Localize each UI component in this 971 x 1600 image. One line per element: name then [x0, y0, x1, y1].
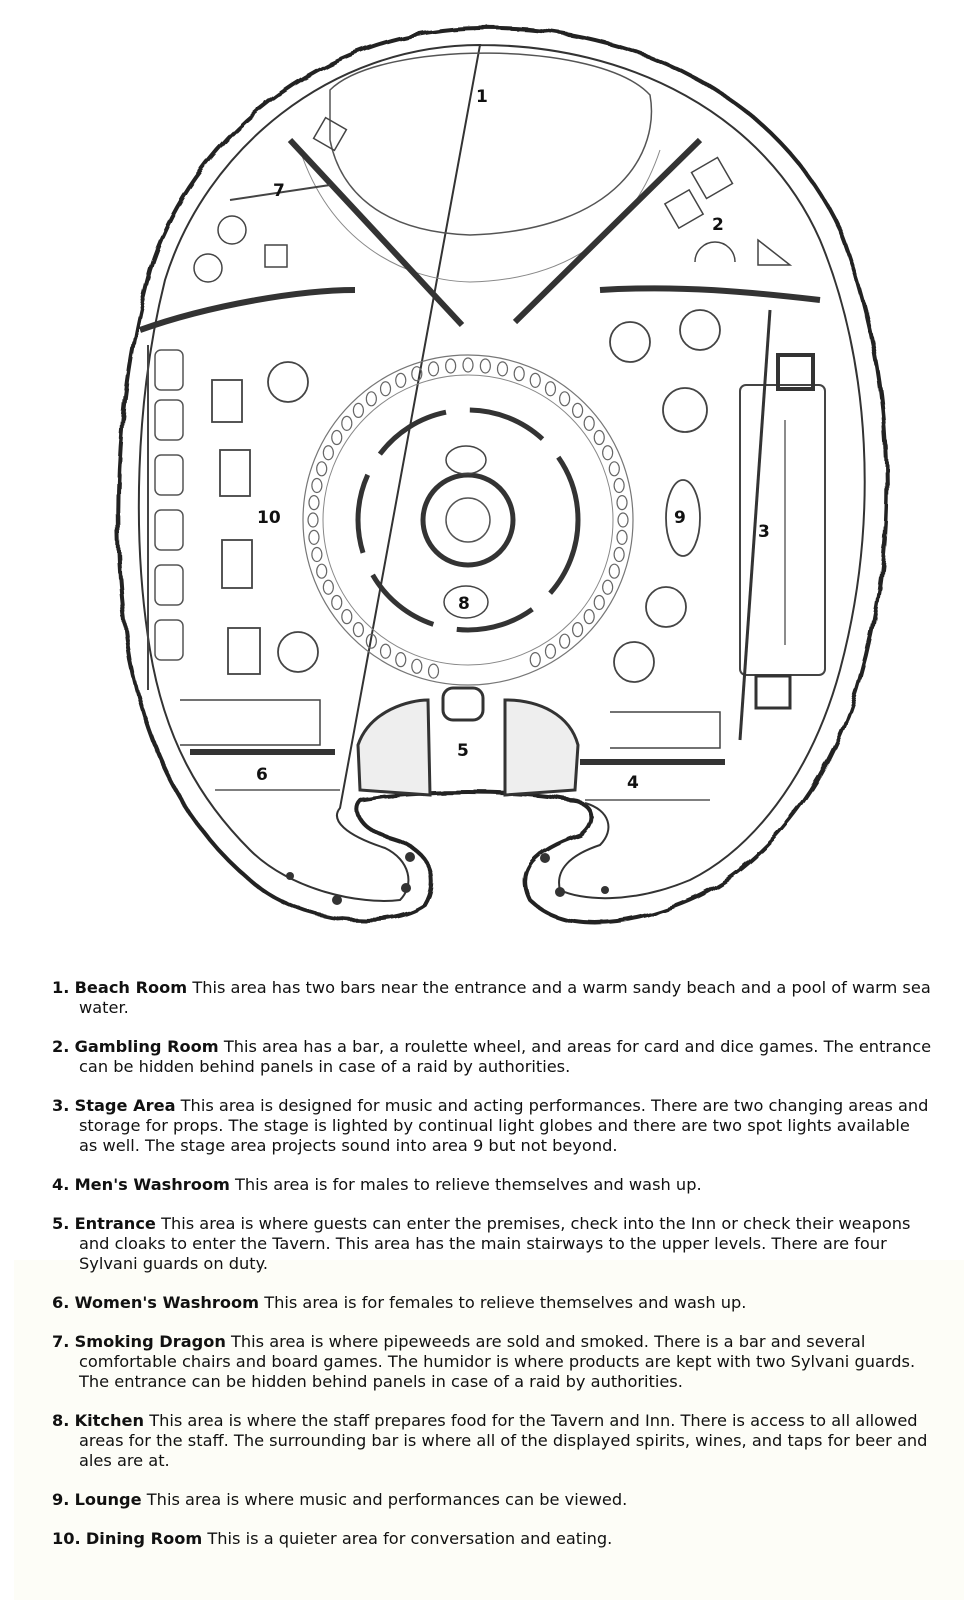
stage-changing-room-bottom [756, 676, 790, 708]
bar-stool [332, 431, 342, 445]
legend-entry [52, 1096, 932, 1156]
bar-stool [353, 623, 363, 637]
dining-booths [155, 350, 183, 660]
bar-stool [342, 416, 352, 430]
bar-stool [530, 373, 540, 387]
wall-2-right [515, 140, 700, 322]
legend-description: This is a quieter area for conversation and eating. [207, 1529, 613, 1548]
label-9: 9 [674, 508, 686, 528]
bar-stool [308, 513, 318, 527]
legend-description: This area has two bars near the entrance and a warm sandy beach and a pool of warm sea water. [79, 978, 931, 1017]
inner-boundary [139, 45, 865, 901]
central-rings [303, 355, 633, 685]
bar-stool [614, 479, 624, 493]
kitchen-oval-top [446, 446, 486, 474]
bar-stool [309, 530, 319, 544]
label-7: 7 [273, 181, 285, 201]
bar-stool [617, 530, 627, 544]
bar-stool [573, 403, 583, 417]
label-4: 4 [627, 773, 639, 793]
bar-stool [381, 382, 391, 396]
bar-stool [545, 644, 555, 658]
bar-stool [545, 382, 555, 396]
legend-description: This area is where music and performances can be viewed. [146, 1490, 628, 1509]
legend-description: This area is where pipeweeds are sold and smoked. There is a bar and several comfortable chairs and board games. The humidor is where products are kept with two Sylvani guards. The entrance can be hidden behind panels in case of a raid by authorities. [79, 1332, 916, 1391]
legend-number: 6. [52, 1293, 70, 1312]
legend-entry [52, 1411, 932, 1471]
bar-stool [584, 610, 594, 624]
legend-entry [52, 978, 932, 1018]
bar-stool [429, 362, 439, 376]
legend-room-name: Stage Area [74, 1096, 176, 1115]
bar-stool [312, 479, 322, 493]
stage-changing-room-top [778, 355, 813, 389]
legend-description: This area is for females to relieve themselves and wash up. [264, 1293, 747, 1312]
bar-stool [497, 362, 507, 376]
legend-number: 1. [52, 978, 70, 997]
label-5: 5 [457, 741, 469, 761]
legend-room-name: Lounge [74, 1490, 142, 1509]
entrance-arch [443, 688, 483, 720]
lounge-tables [610, 310, 720, 682]
bar-stool [609, 564, 619, 578]
legend-entry [52, 1332, 932, 1392]
bar-stool [560, 634, 570, 648]
legend-number: 10. [52, 1529, 81, 1548]
beach-shore [330, 53, 651, 235]
bar-stool [463, 358, 473, 372]
bar-stool [366, 392, 376, 406]
bar-stool [309, 496, 319, 510]
bar-stool [480, 359, 490, 373]
legend-description: This area is for males to relieve themselves and wash up. [235, 1175, 702, 1194]
bar-stool [573, 623, 583, 637]
legend-number: 7. [52, 1332, 70, 1351]
bar-stool [618, 513, 628, 527]
bar-stool [594, 595, 604, 609]
legend-number: 9. [52, 1490, 70, 1509]
legend-entry [52, 1529, 932, 1549]
legend-description: This area is where the staff prepares food for the Tavern and Inn. There is access to all allowed areas for the staff. The surrounding bar is where all of the displayed spirits, wines, and taps for beer and ales are at. [79, 1411, 928, 1470]
bar-stool [603, 446, 613, 460]
bar-stool [617, 496, 627, 510]
legend-entry [52, 1175, 932, 1195]
bar-stool [332, 595, 342, 609]
beach-sand [300, 150, 660, 282]
bar-stool [429, 664, 439, 678]
legend-description: This area has a bar, a roulette wheel, and areas for card and dice games. The entrance can be hidden behind panels in case of a raid by authorities. [79, 1037, 932, 1076]
bar-stool [609, 462, 619, 476]
wall-upper-left [140, 290, 355, 330]
legend-entry [52, 1293, 932, 1313]
bar-stool [396, 653, 406, 667]
washroom-fixtures [286, 852, 609, 905]
bar-stool [317, 564, 327, 578]
legend-number: 5. [52, 1214, 70, 1233]
map-legend [52, 978, 932, 1568]
wall-upper-right [600, 288, 820, 300]
legend-room-name: Entrance [74, 1214, 156, 1233]
legend-entry [52, 1037, 932, 1077]
legend-room-name: Gambling Room [74, 1037, 219, 1056]
bar-stool [412, 659, 422, 673]
bar-stool [560, 392, 570, 406]
stairs-right [505, 700, 578, 795]
legend-entry [52, 1490, 932, 1510]
legend-number: 2. [52, 1037, 70, 1056]
bar-counter-left [180, 700, 320, 745]
legend-room-name: Kitchen [74, 1411, 145, 1430]
bar-stool [530, 653, 540, 667]
legend-number: 4. [52, 1175, 70, 1194]
bar-counter-right [610, 712, 720, 748]
legend-room-name: Men's Washroom [74, 1175, 230, 1194]
label-2: 2 [712, 215, 724, 235]
bar-stool [614, 547, 624, 561]
label-6: 6 [256, 765, 268, 785]
bar-stool [323, 580, 333, 594]
gambling-tables [665, 158, 790, 265]
label-8: 8 [458, 594, 470, 614]
bar-stool [381, 644, 391, 658]
bar-stool [514, 367, 524, 381]
bar-stool [312, 547, 322, 561]
bar-stool [446, 359, 456, 373]
bar-stool [317, 462, 327, 476]
legend-number: 8. [52, 1411, 70, 1430]
bar-stool [353, 403, 363, 417]
legend-room-name: Smoking Dragon [74, 1332, 226, 1351]
legend-description: This area is where guests can enter the premises, check into the Inn or check their weapons and cloaks to enter the Tavern. This area has the main stairways to the upper levels. There are four Sylvani guards on duty. [79, 1214, 911, 1273]
outer-boundary [118, 28, 887, 923]
legend-room-name: Beach Room [74, 978, 188, 997]
legend-number: 3. [52, 1096, 70, 1115]
label-10: 10 [257, 508, 281, 528]
bar-stool [396, 373, 406, 387]
bar-stool [342, 610, 352, 624]
legend-room-name: Women's Washroom [74, 1293, 260, 1312]
bar-stool [323, 446, 333, 460]
stairs-left [358, 700, 430, 795]
label-3: 3 [758, 522, 770, 542]
legend-description: This area is designed for music and acting performances. There are two changing areas and storage for props. The stage is lighted by continual light globes and there are two spot lights available as well. The stage area projects sound into area 9 but not beyond. [79, 1096, 929, 1155]
legend-entry [52, 1214, 932, 1274]
legend-room-name: Dining Room [85, 1529, 203, 1548]
bar-stool [584, 416, 594, 430]
bar-stool [594, 431, 604, 445]
stage-platform [740, 385, 825, 675]
bar-stool [603, 580, 613, 594]
label-1: 1 [476, 87, 488, 107]
